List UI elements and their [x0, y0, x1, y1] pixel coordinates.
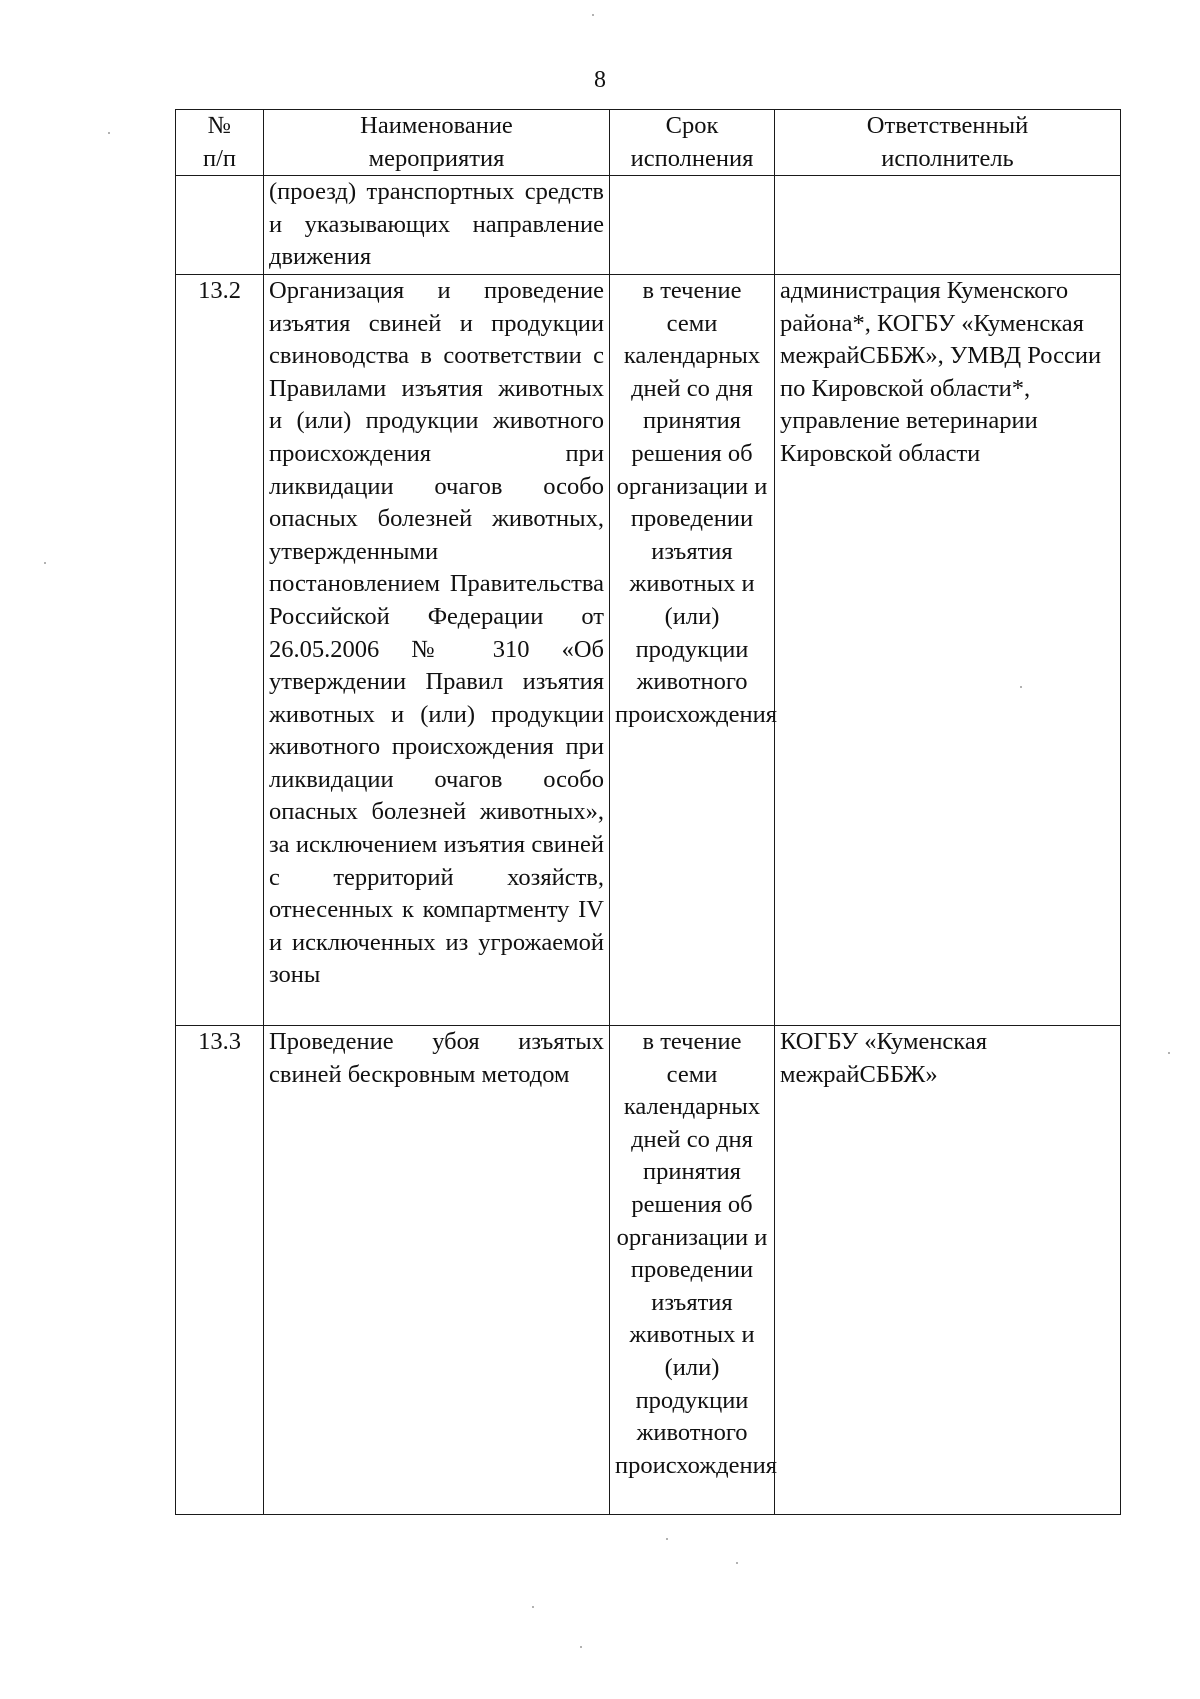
scan-speck	[666, 1538, 668, 1540]
table-row	[176, 274, 1121, 1025]
header-responsible	[775, 110, 1121, 176]
scan-speck	[592, 14, 594, 16]
measures-table	[175, 109, 1121, 1515]
row-name: Проведение убоя изъятых свиней бескровным методом	[264, 1025, 610, 1514]
scan-speck	[1168, 1052, 1170, 1054]
header-number-line2: п/п	[202, 144, 237, 172]
row-responsible	[775, 176, 1121, 275]
header-name-line2: мероприятия	[368, 144, 505, 172]
header-number	[176, 110, 264, 176]
header-term-line1: Срок	[665, 112, 719, 139]
row-number: 13.2	[176, 274, 264, 1025]
scan-speck	[108, 132, 110, 134]
scan-speck	[1020, 686, 1022, 688]
scan-speck	[736, 1562, 738, 1564]
row-name: Организация и проведение изъятия свиней и продукции свиноводства в соответствии с Правилами изъятия животных и (или) продукции животного происхождения при ликвидации очагов особо опасных болезней животных, утвержденными постановлением Правительства Российской Федерации от 26.05.2006 № 310 «Об утверждении Правил изъятия животных и (или) продукции животного происхождения при ликвидации очагов особо опасных болезней животных», за исключением изъятия свиней с территорий хозяйств, отнесенных к компартменту IV и исключенных из угрожаемой зоны	[264, 274, 610, 1025]
scan-speck	[532, 1606, 534, 1608]
header-term	[610, 110, 775, 176]
row-number: 13.3	[176, 1025, 264, 1514]
row-term: в течение семи календарных дней со дня принятия решения об организации и проведении изъятия животных и (или) продукции животного происхождения	[610, 274, 775, 1025]
row-term	[610, 176, 775, 275]
row-responsible: администрация Куменского района*, КОГБУ «Куменская межрайСББЖ», УМВД России по Кировской области*, управление ветеринарии Кировской области	[775, 274, 1121, 1025]
header-name	[264, 110, 610, 176]
scan-speck	[580, 1646, 582, 1648]
header-responsible-line2: исполнитель	[881, 144, 1014, 172]
row-name: (проезд) транспортных средств и указывающих направление движения	[264, 176, 610, 275]
header-term-line2: исполнения	[630, 144, 754, 172]
row-number	[176, 176, 264, 275]
row-responsible: КОГБУ «Куменская межрайСББЖ»	[775, 1025, 1121, 1514]
header-number-line1: №	[207, 112, 232, 139]
table-header-row	[176, 110, 1121, 176]
table-row	[176, 1025, 1121, 1514]
page-number: 8	[594, 67, 606, 93]
table-row	[176, 176, 1121, 275]
header-responsible-line1: Ответственный	[866, 112, 1029, 139]
header-name-line1: Наименование	[360, 112, 513, 139]
scan-speck	[44, 562, 46, 564]
row-term: в течение семи календарных дней со дня принятия решения об организации и проведении изъятия животных и (или) продукции животного происхождения	[610, 1025, 775, 1514]
